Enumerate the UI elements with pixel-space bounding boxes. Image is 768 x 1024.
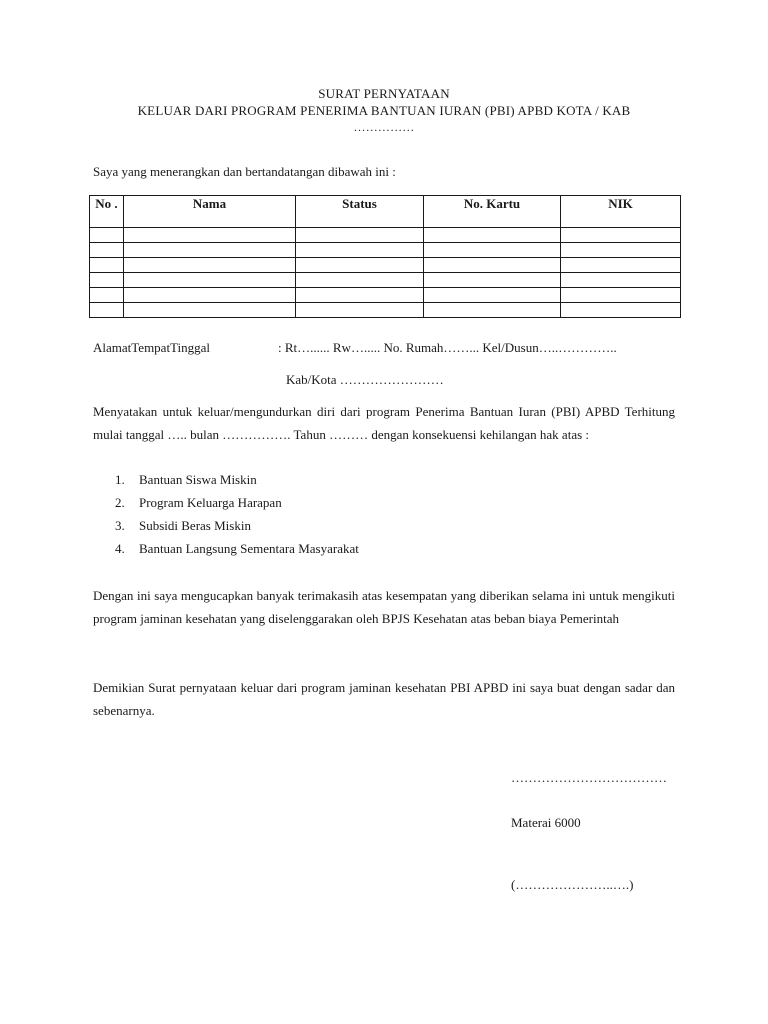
table-row xyxy=(90,288,681,303)
benefit-list xyxy=(93,468,359,560)
table-row xyxy=(90,228,681,243)
table-cell[interactable] xyxy=(296,258,424,273)
list-item xyxy=(93,537,359,560)
thanks-paragraph: Dengan ini saya mengucapkan banyak terimakasih atas kesempatan yang diberikan selama ini untuk mengikuti program jaminan kesehatan yang diselenggarakan oleh BPJS Kesehatan atas beban biaya Pemerintah xyxy=(93,588,675,626)
table-cell[interactable] xyxy=(296,228,424,243)
signatory-name: (…………………..….) xyxy=(511,877,634,892)
table-cell[interactable] xyxy=(561,303,681,318)
table-cell[interactable] xyxy=(90,243,124,258)
region-blank: …………… xyxy=(353,120,415,134)
table-row xyxy=(90,303,681,318)
table-cell[interactable] xyxy=(424,303,561,318)
list-item-label: Subsidi Beras Miskin xyxy=(139,518,251,533)
table-cell[interactable] xyxy=(296,243,424,258)
table-cell[interactable] xyxy=(561,258,681,273)
table-header-row xyxy=(90,196,681,228)
table-cell[interactable] xyxy=(296,303,424,318)
member-table xyxy=(89,195,681,318)
table-cell[interactable] xyxy=(424,228,561,243)
address-label: AlamatTempatTinggal xyxy=(93,340,211,355)
statement-paragraph: Menyatakan untuk keluar/mengundurkan diri dari program Penerima Bantuan Iuran (PBI) APBD Terhitung mulai tanggal ….. bulan ……………. Tahun ……… dengan konsekuensi kehilangan hak atas : xyxy=(93,404,675,442)
list-item-label: Bantuan Siswa Miskin xyxy=(139,472,257,487)
column-header-no: No . xyxy=(90,196,124,228)
list-item xyxy=(93,468,359,491)
address-rt-rw-fields: : Rt…...... Rw…..... No. Rumah……... Kel/Dusun…..………….. xyxy=(278,340,617,355)
column-header-status: Status xyxy=(296,196,424,228)
table-cell[interactable] xyxy=(90,228,124,243)
document-title: SURAT PERNYATAAN xyxy=(318,86,450,101)
table-cell[interactable] xyxy=(296,273,424,288)
table-cell[interactable] xyxy=(424,258,561,273)
table-cell[interactable] xyxy=(90,273,124,288)
table-cell[interactable] xyxy=(561,288,681,303)
signature-place-date: ……………………………… xyxy=(511,770,667,785)
column-header-nik: NIK xyxy=(561,196,681,228)
table-cell[interactable] xyxy=(424,288,561,303)
document-subtitle: KELUAR DARI PROGRAM PENERIMA BANTUAN IURAN (PBI) APBD KOTA / KAB xyxy=(137,103,631,118)
table-cell[interactable] xyxy=(561,273,681,288)
table-cell[interactable] xyxy=(424,273,561,288)
table-cell[interactable] xyxy=(124,273,296,288)
table-cell[interactable] xyxy=(124,258,296,273)
table-cell[interactable] xyxy=(561,243,681,258)
list-item-label: Bantuan Langsung Sementara Masyarakat xyxy=(139,541,359,556)
stamp-duty-label: Materai 6000 xyxy=(511,815,581,830)
table-cell[interactable] xyxy=(90,258,124,273)
table-cell[interactable] xyxy=(90,303,124,318)
table-cell[interactable] xyxy=(561,228,681,243)
table-cell[interactable] xyxy=(296,288,424,303)
table-cell[interactable] xyxy=(124,243,296,258)
list-item-number: 3. xyxy=(115,518,125,533)
list-item-number: 4. xyxy=(115,541,125,556)
table-cell[interactable] xyxy=(124,288,296,303)
table-cell[interactable] xyxy=(124,228,296,243)
intro-text: Saya yang menerangkan dan bertandatangan dibawah ini : xyxy=(93,164,396,179)
table-cell[interactable] xyxy=(124,303,296,318)
list-item xyxy=(93,491,359,514)
table-cell[interactable] xyxy=(90,288,124,303)
closing-paragraph: Demikian Surat pernyataan keluar dari program jaminan kesehatan PBI APBD ini saya buat dengan sadar dan sebenarnya. xyxy=(93,680,675,718)
table-row xyxy=(90,243,681,258)
table-row xyxy=(90,273,681,288)
list-item xyxy=(93,514,359,537)
column-header-name: Nama xyxy=(124,196,296,228)
list-item-number: 1. xyxy=(115,472,125,487)
list-item-number: 2. xyxy=(115,495,125,510)
table-row xyxy=(90,258,681,273)
list-item-label: Program Keluarga Harapan xyxy=(139,495,282,510)
address-line-2: Kab/Kota …………………… xyxy=(286,372,444,387)
column-header-card-number: No. Kartu xyxy=(424,196,561,228)
table-cell[interactable] xyxy=(424,243,561,258)
